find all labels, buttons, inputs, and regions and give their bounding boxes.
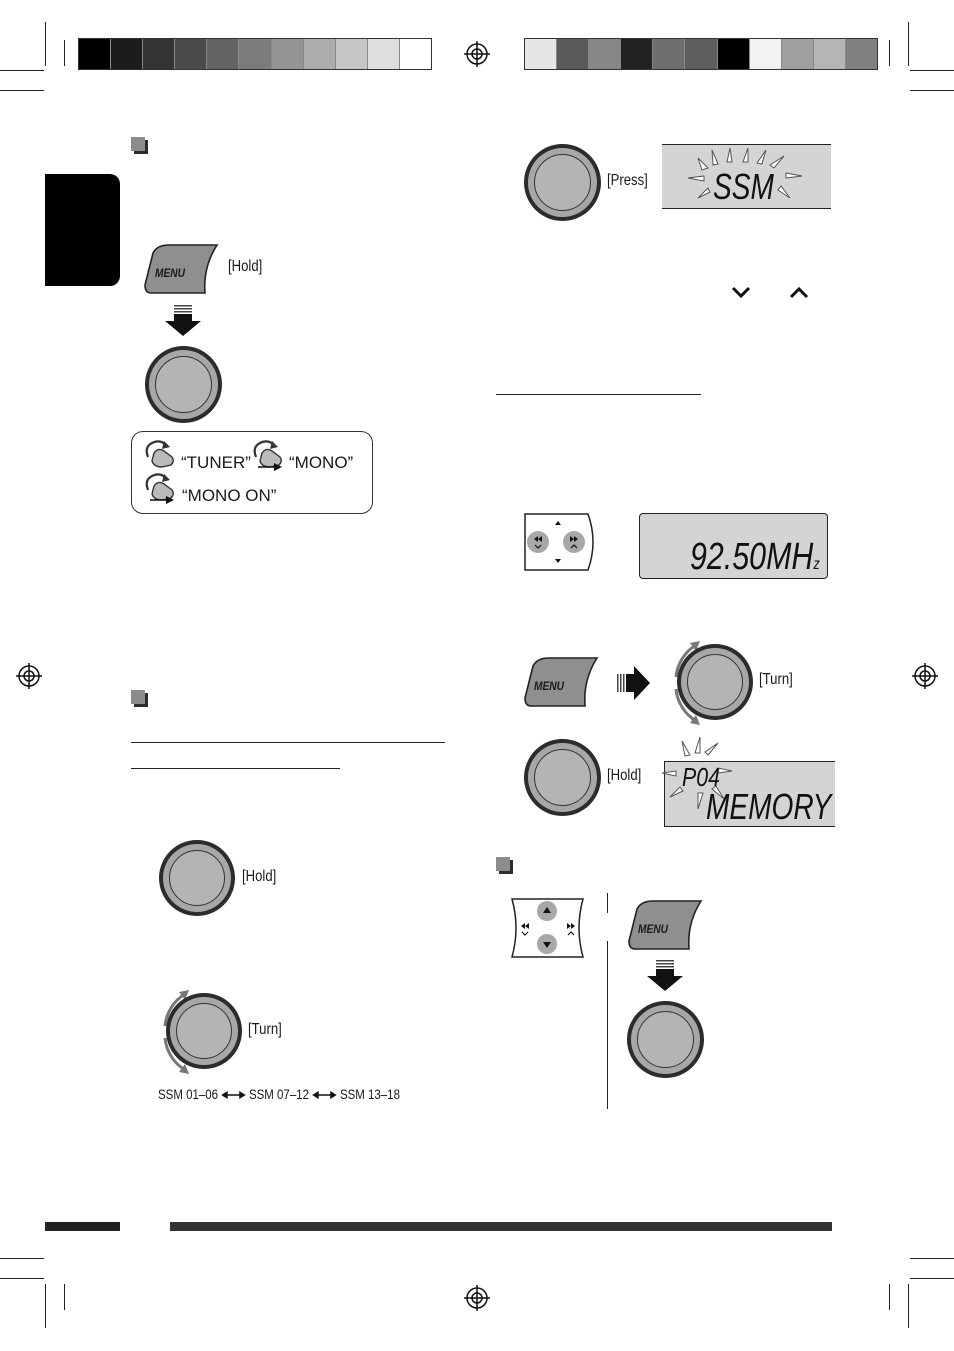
crop-mark: [910, 90, 954, 91]
control-dial[interactable]: [627, 1001, 704, 1078]
footer-bar-right: [170, 1222, 832, 1231]
grayscale-bar-right: [524, 38, 878, 70]
crop-mark: [0, 1278, 44, 1279]
control-dial[interactable]: [145, 346, 222, 423]
down-arrow-icon: [163, 305, 203, 337]
display-memory-text: MEMORY: [706, 786, 832, 827]
control-dial[interactable]: [677, 644, 753, 720]
control-dial[interactable]: [524, 144, 601, 221]
crop-mark: [45, 22, 46, 66]
crosshair-register-icon: [912, 663, 938, 689]
column-divider: [607, 893, 608, 913]
ssm-range-1: SSM 01–06: [158, 1086, 219, 1102]
hold-label: [Hold]: [607, 767, 642, 784]
color-swatch: [239, 39, 271, 69]
menu-step-mono: “MONO”: [289, 453, 354, 472]
color-swatch: [79, 39, 111, 69]
grayscale-bar-left: [78, 38, 432, 70]
crosshair-register-icon: [464, 1285, 490, 1311]
crop-mark: [64, 1284, 65, 1310]
underline-rule: [496, 394, 701, 395]
color-swatch: [272, 39, 304, 69]
underline-rule: [131, 768, 340, 769]
color-swatch: [718, 39, 750, 69]
press-label: [Press]: [607, 172, 648, 189]
color-swatch: [336, 39, 368, 69]
crop-mark: [910, 70, 954, 71]
control-dial[interactable]: [159, 840, 235, 916]
color-swatch: [400, 39, 431, 69]
color-swatch: [175, 39, 207, 69]
hold-label: [Hold]: [228, 258, 263, 275]
crosshair-register-icon: [464, 41, 490, 67]
ssm-range-3: SSM 13–18: [339, 1086, 400, 1102]
section-marker: [131, 690, 145, 704]
frequency-value: 92.50MH: [690, 536, 814, 578]
color-swatch: [368, 39, 400, 69]
color-swatch: [685, 39, 717, 69]
crop-mark: [910, 1278, 954, 1279]
frequency-unit: z: [813, 556, 820, 573]
underline-rule: [131, 742, 445, 743]
section-marker: [131, 137, 145, 151]
right-arrow-icon: [150, 495, 174, 505]
crop-mark: [0, 1258, 44, 1259]
color-swatch: [750, 39, 782, 69]
color-swatch: [304, 39, 336, 69]
right-arrow-icon: [617, 665, 651, 701]
hold-label: [Hold]: [242, 868, 277, 885]
color-swatch: [143, 39, 175, 69]
ssm-range-2: SSM 07–12: [248, 1086, 309, 1102]
display-ssm-text: SSM: [713, 166, 774, 207]
double-arrow-icon: [221, 1090, 246, 1100]
color-swatch: [207, 39, 239, 69]
ssm-sequence: [158, 1086, 400, 1102]
crop-mark: [908, 22, 909, 66]
menu-button-label: MENU: [638, 922, 669, 936]
color-swatch: [589, 39, 621, 69]
menu-button-label: MENU: [155, 266, 186, 280]
down-arrow-icon: [645, 960, 685, 992]
display-preset-text: P04: [682, 762, 720, 792]
column-divider: [607, 941, 608, 1109]
display-frequency-text: [690, 536, 820, 579]
control-dial[interactable]: [524, 739, 601, 816]
crop-mark: [0, 70, 44, 71]
control-pad[interactable]: [511, 898, 585, 958]
crop-mark: [889, 40, 890, 66]
color-swatch: [653, 39, 685, 69]
color-swatch: [111, 39, 143, 69]
color-swatch: [814, 39, 846, 69]
crosshair-register-icon: [16, 663, 42, 689]
control-pad[interactable]: [524, 513, 596, 571]
crop-mark: [64, 40, 65, 66]
crop-mark: [910, 1258, 954, 1259]
crop-mark: [45, 1284, 46, 1328]
menu-button-label: MENU: [534, 679, 565, 693]
hand-turn-icon: [142, 439, 178, 469]
color-swatch: [621, 39, 653, 69]
color-swatch: [557, 39, 589, 69]
footer-bar-left: [45, 1222, 120, 1231]
turn-label: [Turn]: [759, 671, 793, 688]
right-arrow-icon: [258, 462, 282, 472]
section-marker: [496, 857, 510, 871]
control-dial[interactable]: [166, 993, 242, 1069]
crop-mark: [908, 1284, 909, 1328]
chevron-down-icon: [731, 285, 751, 299]
crop-mark: [0, 90, 44, 91]
color-swatch: [846, 39, 877, 69]
crop-mark: [889, 1284, 890, 1310]
menu-step-mono-on: “MONO ON”: [182, 486, 277, 505]
menu-step-tuner: “TUNER”: [181, 453, 251, 472]
color-swatch: [525, 39, 557, 69]
turn-label: [Turn]: [248, 1021, 282, 1038]
color-swatch: [782, 39, 814, 69]
chevron-up-icon: [789, 285, 809, 299]
double-arrow-icon: [312, 1090, 337, 1100]
language-side-tab: [45, 174, 120, 286]
